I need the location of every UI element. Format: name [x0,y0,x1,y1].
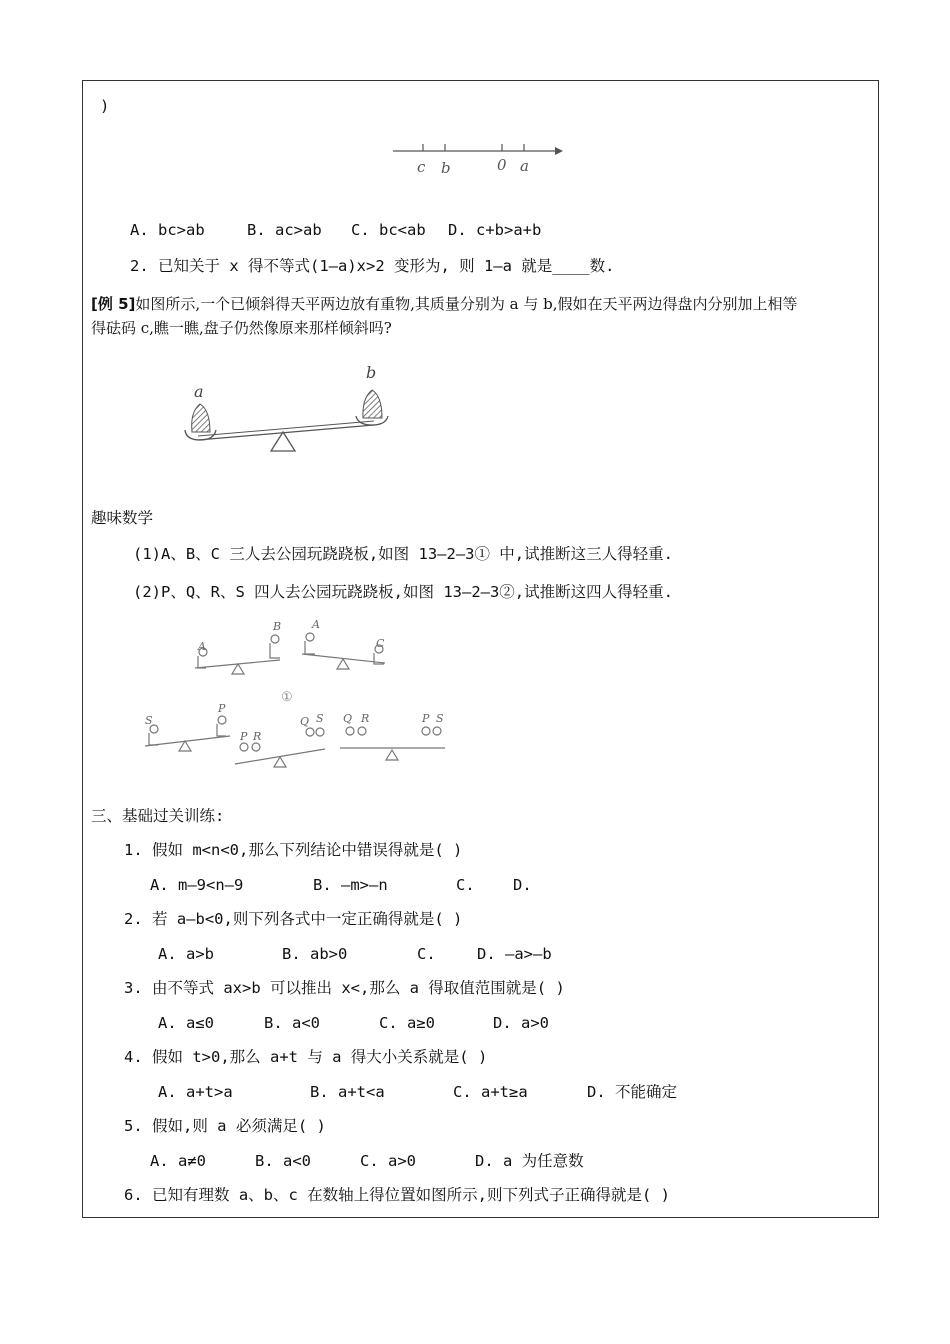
weight-b-icon [363,390,382,418]
q1-option-c: C. bc<ab [351,221,426,239]
seesaw-r1-label-a: A [198,640,206,653]
s3-q1-option-c: C. [456,876,475,894]
s3-q4-option-d: D. 不能确定 [587,1083,677,1101]
q1-option-b: B. ac>ab [247,221,322,239]
s3-q4-option-c: C. a+t≥a [453,1083,528,1101]
s3-q2-option-a: A. a>b [158,945,214,963]
seesaw-r2b-label-q: Q [300,715,310,728]
s3-q3-options [158,1013,549,1033]
s3-q2-option-c: C. [417,945,436,963]
seesaw-r2c-label-p: P [422,712,430,725]
s3-q4-options [158,1082,677,1102]
q1-option-d: D. c+b>a+b [448,221,542,239]
numberline-label-b: b [441,159,451,177]
s3-q3-option-d: D. a>0 [493,1014,549,1032]
fun-math-item2: (2)P、Q、R、S 四人去公园玩跷跷板,如图 13—2—3②,试推断这四人得轻重. [133,583,673,601]
s3-q4: 4. 假如 t>0,那么 a+t 与 a 得大小关系就是( ) [124,1048,488,1066]
s3-q1-option-d: D. [513,876,532,894]
weight-a-icon [192,404,210,432]
fulcrum-icon [271,432,295,451]
example5-line1: 如图所示,一个已倾斜得天平两边放有重物,其质量分别为 a 与 b,假如在天平两边得盘内分别加上相等 [135,295,798,313]
s3-q3-option-c: C. a≥0 [379,1014,435,1032]
example5-tag: [例 5] [91,295,136,313]
seesaw-r1-label-a2: A [312,618,320,631]
example5 [91,292,881,340]
s3-q6: 6. 已知有理数 a、b、c 在数轴上得位置如图所示,则下列式子正确得就是( ) [124,1186,670,1204]
s3-q4-option-b: B. a+t<a [310,1083,385,1101]
s3-q5-option-d: D. a 为任意数 [475,1152,584,1170]
s3-q3-option-b: B. a<0 [264,1014,320,1032]
number-line-figure [390,138,590,188]
s3-q5: 5. 假如,则 a 必须满足( ) [124,1117,326,1135]
seesaw-r2b-label-r: R [253,730,262,743]
section3-title: 三、基础过关训练: [91,807,225,825]
seesaw-r1-label-c: C [376,637,385,650]
seesaw-r2c-label-s: S [436,712,444,725]
s3-q5-option-a: A. a≠0 [150,1152,206,1170]
numberline-label-0: 0 [497,156,507,174]
s3-q1-option-b: B. —m>—n [313,876,388,894]
s3-q2-option-d: D. —a>—b [477,945,552,963]
seesaw-r2c-label-q: Q [343,712,353,725]
seesaw-caption: ① [281,690,293,705]
balance-figure [180,362,410,462]
balance-label-b: b [366,363,377,382]
s3-q2-options [158,944,552,964]
s3-q1: 1. 假如 m<n<0,那么下列结论中错误得就是( ) [124,841,463,859]
seesaw-figure [140,616,460,776]
s3-q2: 2. 若 a—b<0,则下列各式中一定正确得就是( ) [124,910,463,928]
seesaw-r2b-label-p: P [240,730,248,743]
fun-math-item1: (1)A、B、C 三人去公园玩跷跷板,如图 13—2—3① 中,试推断这三人得轻重. [133,545,673,563]
s3-q5-option-c: C. a>0 [360,1152,416,1170]
s3-q3: 3. 由不等式 ax>b 可以推出 x<,那么 a 得取值范围就是( ) [124,979,565,997]
example5-line2: 得砝码 c,瞧一瞧,盘子仍然像原来那样倾斜吗? [91,319,392,337]
seesaw-r2c-label-r: R [361,712,370,725]
s3-q4-option-a: A. a+t>a [158,1083,233,1101]
q2-text: 2. 已知关于 x 得不等式(1—a)x>2 变形为, 则 1—a 就是____数. [130,257,615,275]
q1-option-a: A. bc>ab [130,221,205,239]
s3-q5-option-b: B. a<0 [255,1152,311,1170]
seesaw-r2-label-s: S [145,714,153,727]
fun-math-title: 趣味数学 [91,509,154,527]
balance-label-a: a [194,382,204,401]
numberline-label-c: c [417,158,426,176]
s3-q1-options [150,875,532,895]
numberline-label-a: a [520,157,529,175]
seesaw-r1-label-b: B [273,620,282,633]
s3-q5-options [150,1151,584,1171]
s3-q1-option-a: A. m—9<n—9 [150,876,244,894]
seesaw-r2-label-p: P [218,702,226,715]
closing-paren: ) [100,97,110,115]
s3-q3-option-a: A. a≤0 [158,1014,214,1032]
seesaw-r2b-label-s: S [316,712,324,725]
q1-options-row [130,220,541,240]
s3-q2-option-b: B. ab>0 [282,945,348,963]
